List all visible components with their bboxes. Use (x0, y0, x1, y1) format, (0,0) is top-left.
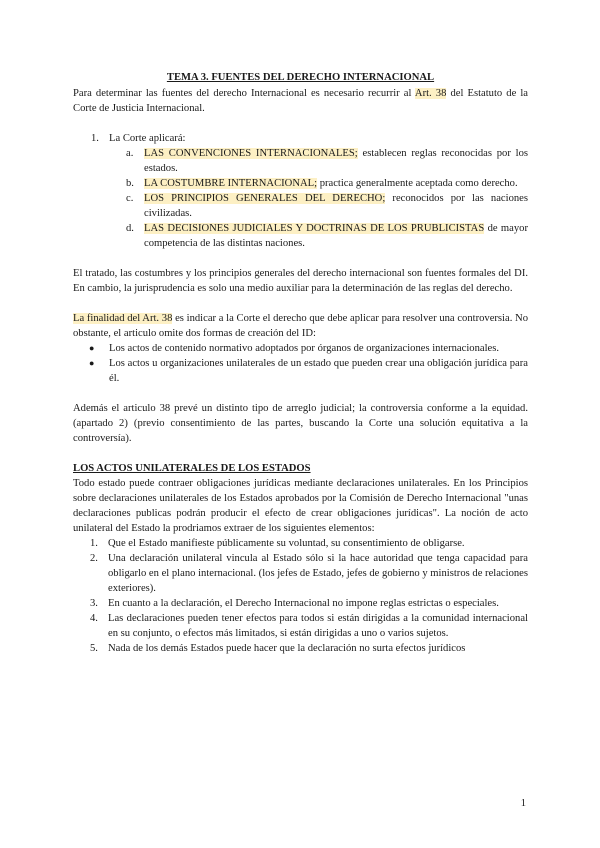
list-item (73, 131, 528, 146)
list-number: 4. (90, 613, 98, 624)
bullet-text: Los actos u organizaciones unilaterales de un estado que pueden crear una obligación jurídica para él. (109, 358, 528, 384)
paragraph-art38-purpose (73, 311, 528, 341)
source-highlight: LAS CONVENCIONES INTERNACIONALES; (144, 148, 358, 159)
list-number: 5. (90, 643, 98, 654)
list-item (73, 641, 528, 656)
sublist-letter: a. (126, 148, 134, 159)
sublist-letter: b. (126, 178, 134, 189)
list-item (73, 611, 528, 641)
sources-sublist (73, 146, 528, 251)
list-text: En cuanto a la declaración, el Derecho Internacional no impone reglas estrictas o especiales. (108, 598, 499, 609)
list-number: 1. (91, 133, 99, 144)
intro-text-before: Para determinar las fuentes del derecho Internacional es necesario recurrir al (73, 88, 415, 99)
document-page (73, 70, 528, 656)
source-highlight: LA COSTUMBRE INTERNACIONAL; (144, 178, 318, 189)
list-item (73, 536, 528, 551)
list-text: Una declaración unilateral vincula al Estado sólo si la hace autoridad que tenga capacidad para obligarlo en el plano internacional. (los jefes de Estado, jefes de gobierno y ministros de relaciones exteriores). (108, 553, 528, 594)
art38-highlight: La finalidad del Art. 38 (73, 313, 173, 324)
intro-paragraph (73, 86, 528, 116)
list-label: La Corte aplicará: (109, 133, 186, 144)
sublist-item (73, 146, 528, 176)
source-highlight: LOS PRINCIPIOS GENERALES DEL DERECHO; (144, 193, 386, 204)
section-paragraph: Todo estado puede contraer obligaciones jurídicas mediante declaraciones unilaterales. En los Principios sobre declaraciones unilaterales de los Estados aprobados por la Comisión de Derecho Internacional "unas declaraciones publicas podrán producir el efecto de crear obligaciones jurídicas". La noción de acto unilateral del Estado la prodriamos extraer de los siguientes elementos: (73, 478, 528, 534)
omitted-forms-list (73, 341, 528, 386)
list-text: Que el Estado manifieste públicamente su voluntad, su consentimiento de obligarse. (108, 538, 465, 549)
bullet-icon: ● (89, 343, 95, 353)
source-highlight: LAS DECISIONES JUDICIALES Y DOCTRINAS DE LOS PRUBLICISTAS (144, 223, 485, 234)
list-number: 2. (90, 553, 98, 564)
list-item (73, 341, 528, 356)
list-number: 1. (90, 538, 98, 549)
source-description: practica generalmente aceptada como derecho. (317, 178, 518, 189)
section-heading: LOS ACTOS UNILATERALES DE LOS ESTADOS (73, 463, 311, 474)
bullet-text: Los actos de contenido normativo adoptados por órganos de organizaciones internacionales. (109, 343, 499, 354)
list-item (73, 551, 528, 596)
sublist-item (73, 191, 528, 221)
sublist-item (73, 176, 528, 191)
source-description: reconocidos por las naciones civilizadas. (144, 193, 528, 219)
list-text: Las declaraciones pueden tener efectos para todos si están dirigidas a la comunidad internacional en su conjunto, o efectos más limitados, si están dirigidas a uno o varios sujetos. (108, 613, 528, 639)
sublist-letter: c. (126, 193, 134, 204)
sublist-item (73, 221, 528, 251)
intro-highlight: Art. 38 (414, 88, 447, 99)
source-description: de mayor competencia de las distintas naciones. (144, 223, 528, 249)
paragraph-formal-sources: El tratado, las costumbres y los principios generales del derecho internacional son fuentes formales del DI. En cambio, la jurisprudencia es solo una medio auxiliar para la determinación de las reglas del derecho. (73, 268, 528, 294)
page-number: 1 (520, 798, 526, 809)
list-number: 3. (90, 598, 98, 609)
list-item (73, 356, 528, 386)
source-description: establecen reglas reconocidas por los estados. (144, 148, 528, 174)
paragraph-equity: Además el articulo 38 prevé un distinto tipo de arreglo judicial; la controversia conforme a la equidad. (apartado 2) (previo consentimiento de las partes, buscando la Corte una solución equitativa a la controversía). (73, 403, 528, 444)
sources-list (73, 131, 528, 146)
art38-text: es indicar a la Corte el derecho que debe aplicar para resolver una controversia. No obstante, el articulo omite dos formas de creación del ID: (73, 313, 529, 339)
elements-list (73, 536, 528, 656)
bullet-icon: ● (89, 358, 95, 368)
sublist-letter: d. (126, 223, 134, 234)
list-text: Nada de los demás Estados puede hacer que la declaración no surta efectos jurídicos (108, 643, 466, 654)
intro-text-after: del Estatuto de la Corte de Justicia Internacional. (73, 88, 528, 114)
page-title: TEMA 3. FUENTES DEL DERECHO INTERNACIONAL (166, 72, 435, 83)
list-item (73, 596, 528, 611)
